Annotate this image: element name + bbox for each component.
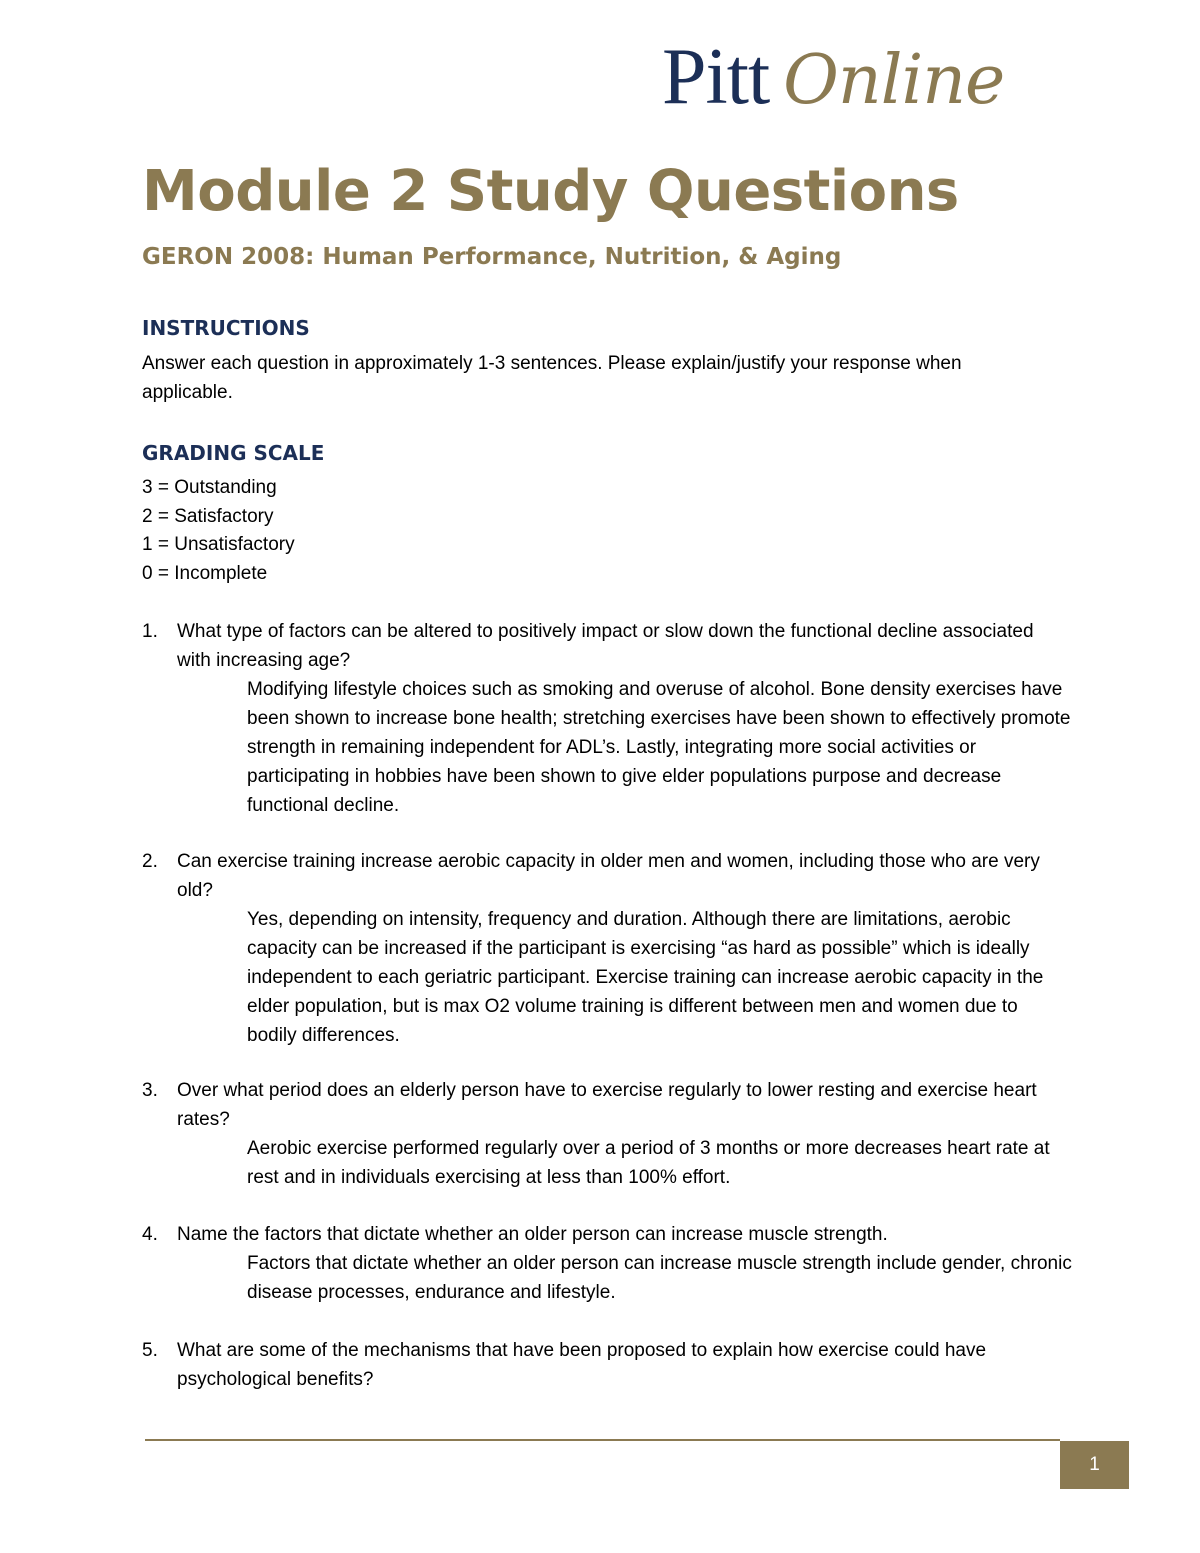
grading-scale-list (142, 474, 295, 589)
question-text: Name the factors that dictate whether an older person can increase muscle strength. (177, 1224, 888, 1245)
answer-4: Factors that dictate whether an older person can increase muscle strength include gender, chronic disease processes, endurance and lifestyle. (247, 1253, 1072, 1303)
page-title: Module 2 Study Questions (142, 159, 959, 224)
question-text: Can exercise training increase aerobic capacity in older men and women, including those who are very old? (177, 851, 1040, 901)
question-block-4 (142, 1220, 1072, 1307)
question-block-1 (142, 617, 1072, 820)
grading-scale-item: 1 = Unsatisfactory (142, 534, 295, 556)
grading-scale-item: 0 = Incomplete (142, 563, 268, 585)
instructions-heading: INSTRUCTIONS (142, 316, 310, 340)
grading-scale-item: 3 = Outstanding (142, 477, 277, 498)
logo-pitt-text: Pitt (662, 33, 770, 121)
answer-1: Modifying lifestyle choices such as smoking and overuse of alcohol. Bone density exercises have been shown to increase bone health; stretching exercises have been shown to effectively promote strength in remaining independent for ADL’s. Lastly, integrating more social activities or participating in hobbies have been shown to give elder populations purpose and decrease functional decline. (247, 679, 1071, 816)
pitt-online-logo (662, 30, 1062, 125)
question-5 (142, 1336, 1072, 1394)
question-3 (142, 1076, 1072, 1134)
question-text: Over what period does an elderly person have to exercise regularly to lower resting and exercise heart rates? (177, 1080, 1037, 1130)
page-number: 1 (1089, 1454, 1100, 1475)
question-text: What are some of the mechanisms that have been proposed to explain how exercise could have psychological benefits? (177, 1340, 987, 1390)
answer-2: Yes, depending on intensity, frequency and duration. Although there are limitations, aerobic capacity can be increased if the participant is exercising “as hard as possible” which is ideally independent to each geriatric participant. Exercise training can increase aerobic capacity in the elder population, but is max O2 volume training is different between men and women due to bodily differences. (247, 909, 1044, 1046)
question-1 (142, 617, 1072, 675)
grading-scale-item: 2 = Satisfactory (142, 505, 274, 527)
question-block-3 (142, 1076, 1072, 1192)
question-4 (142, 1220, 1072, 1249)
question-block-2 (142, 847, 1072, 1050)
instructions-text: Answer each question in approximately 1-3 sentences. Please explain/justify your response when applicable. (142, 353, 962, 403)
page-number-badge (1060, 1441, 1129, 1489)
question-text: What type of factors can be altered to positively impact or slow down the functional decline associated with increasing age? (177, 621, 1034, 671)
question-number: 4. (142, 1224, 158, 1245)
grading-scale-heading: GRADING SCALE (142, 441, 325, 465)
question-2 (142, 847, 1072, 905)
footer-divider (145, 1439, 1060, 1441)
question-block-5 (142, 1336, 1072, 1394)
question-number: 1. (142, 621, 158, 642)
answer-3: Aerobic exercise performed regularly over a period of 3 months or more decreases heart rate at rest and in individuals exercising at less than 100% effort. (247, 1138, 1050, 1188)
logo-online-text: Online (783, 41, 1005, 120)
question-number: 2. (142, 851, 158, 872)
course-subtitle: GERON 2008: Human Performance, Nutrition, & Aging (142, 244, 842, 270)
question-number: 3. (142, 1080, 158, 1101)
question-number: 5. (142, 1340, 158, 1361)
